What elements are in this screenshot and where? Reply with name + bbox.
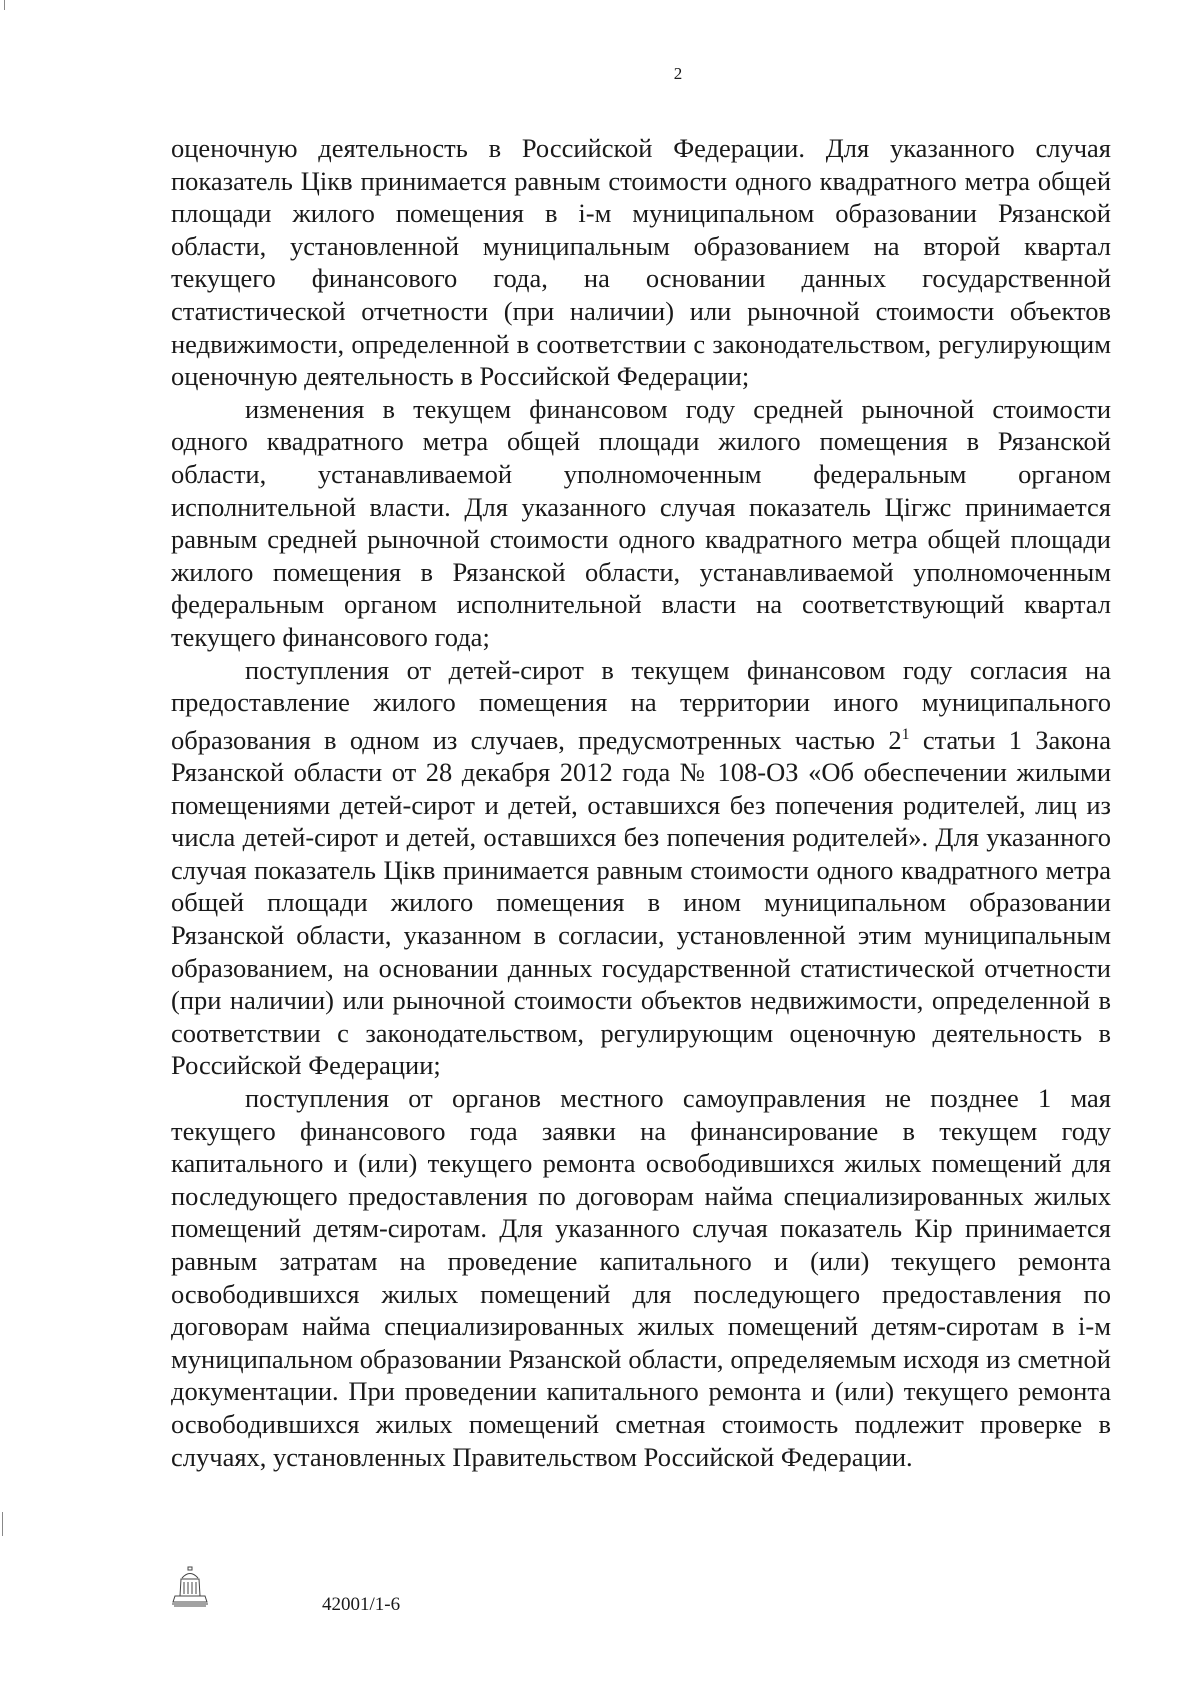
- paragraph: [171, 393, 1111, 654]
- page-number: 2: [673, 64, 683, 83]
- paragraph: [171, 654, 1111, 1083]
- coat-of-arms-icon: [170, 1566, 210, 1608]
- paragraph-text: поступления от детей-сирот в текущем финансовом году согласия на предоставление жилого помещения на территории иного муниципального образования в одном из случаев, предусмотренных частью 2: [171, 654, 1111, 755]
- paragraph-text: оценочную деятельность в Российской Федерации. Для указанного случая показатель Цікв принимается равным стоимости одного квадратного метра общей площади жилого помещения в і-м муниципальном образовании Рязанской области, установленной муниципальным образованием на второй квартал текущего финансового года, на основании данных государственной статистической отчетности (при наличии) или рыночной стоимости объектов недвижимости, определенной в соответствии с законодательством, регулирующим оценочную деятельность в Российской Федерации;: [171, 133, 1111, 392]
- paragraph-text: статьи 1 Закона Рязанской области от 28 декабря 2012 года № 108-ОЗ «Об обеспечении жилыми помещениями детей-сирот и детей, оставшихся без попечения родителей, лиц из числа детей-сирот и детей, оставшихся без попечения родителей». Для указанного случая показатель Цікв принимается равным стоимости одного квадратного метра общей площади жилого помещения в ином муниципальном образовании Рязанской области, указанном в согласии, установленной этим муниципальным образованием, на основании данных государственной статистической отчетности (при наличии) или рыночной стоимости объектов недвижимости, определенной в соответствии с законодательством, регулирующим оценочную деятельность в Российской Федерации;: [171, 724, 1112, 1081]
- paragraph-text: изменения в текущем финансовом году средней рыночной стоимости одного квадратного метра общей площади жилого помещения в Рязанской области, устанавливаемой уполномоченным федеральным органом исполнительной власти. Для указанного случая показатель Цігжс принимается равным средней рыночной стоимости одного квадратного метра общей площади жилого помещения в Рязанской области, устанавливаемой уполномоченным федеральным органом исполнительной власти на соответствующий квартал текущего финансового года;: [171, 393, 1111, 652]
- document-code: 42001/1-6: [322, 1594, 401, 1615]
- document-body: [171, 132, 1111, 1473]
- paragraph: [171, 1082, 1111, 1473]
- paragraph: [171, 132, 1111, 393]
- scan-mark: [2, 1512, 3, 1536]
- superscript: 1: [901, 725, 910, 743]
- scan-mark: [4, 0, 5, 10]
- paragraph-text: поступления от органов местного самоуправления не позднее 1 мая текущего финансового года заявки на финансирование в текущем году капитального и (или) текущего ремонта освободившихся жилых помещений для последующего предоставления по договорам найма специализированных жилых помещений детям-сиротам. Для указанного случая показатель Кір принимается равным затратам на проведение капитального и (или) текущего ремонта освободившихся жилых помещений для последующего предоставления по договорам найма специализированных жилых помещений детям-сиротам в і-м муниципальном образовании Рязанской области, определяемым исходя из сметной документации. При проведении капитального ремонта и (или) текущего ремонта освободившихся жилых помещений сметная стоимость подлежит проверке в случаях, установленных Правительством Российской Федерации.: [171, 1083, 1111, 1472]
